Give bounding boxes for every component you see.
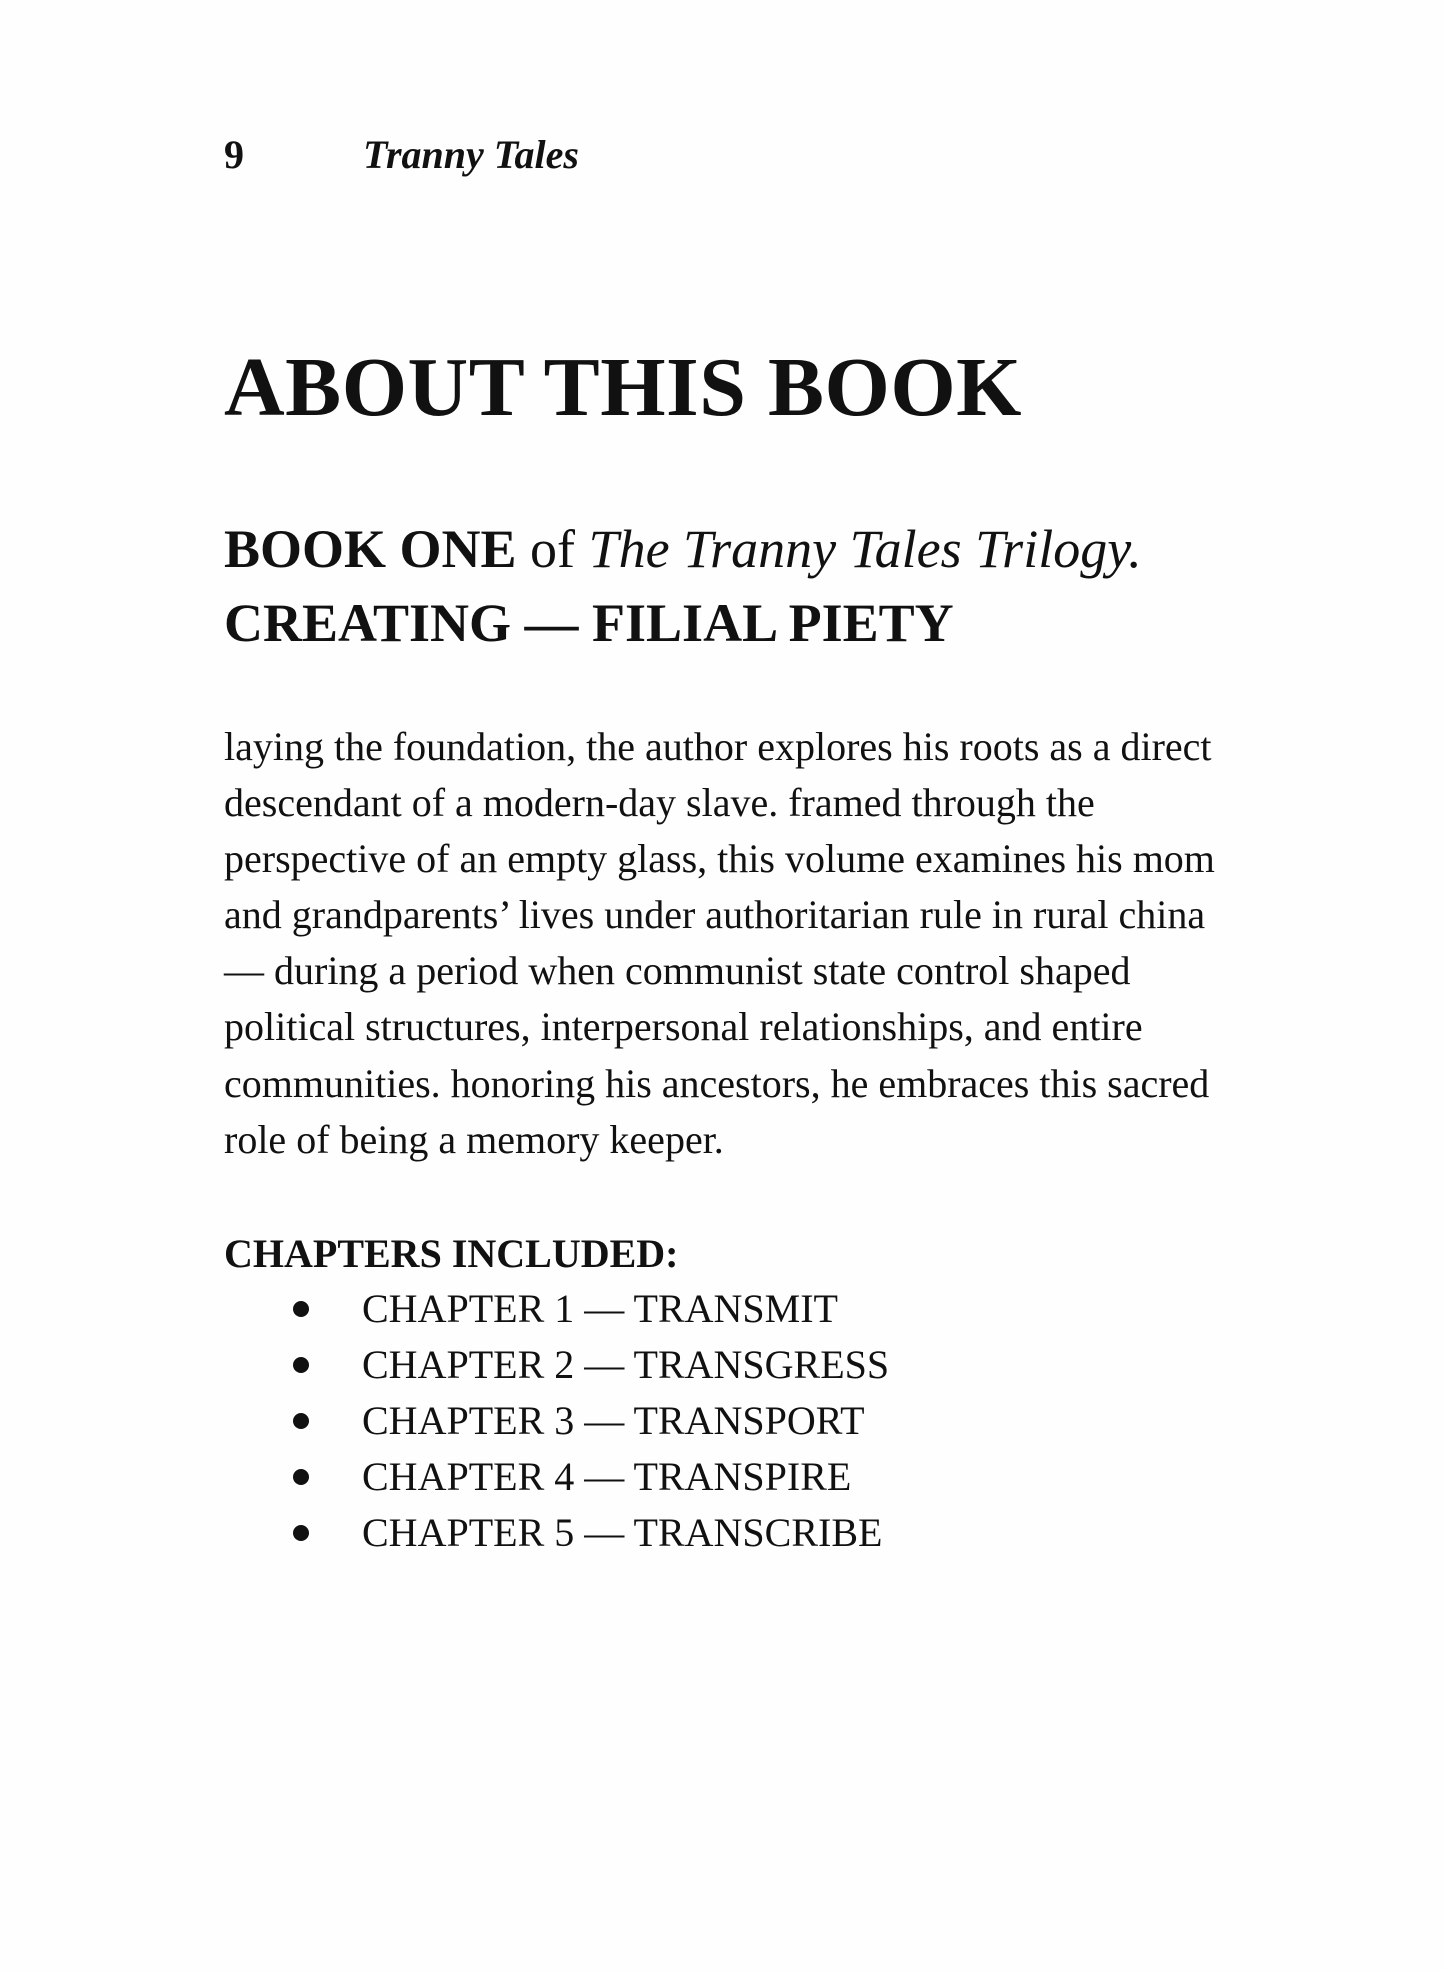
bullet-icon (293, 1469, 309, 1485)
bullet-icon (293, 1525, 309, 1541)
running-title: Tranny Tales (363, 132, 579, 177)
description-line: communities. honoring his ancestors, he embraces this sacred (224, 1060, 1210, 1106)
book-description (224, 719, 1284, 1168)
bullet-icon (293, 1357, 309, 1373)
book-subtitle: CREATING — FILIAL PIETY (224, 593, 954, 653)
page-number: 9 (224, 132, 244, 177)
description-line: laying the foundation, the author explores his roots as a direct (224, 724, 1212, 769)
chapters-heading: CHAPTERS INCLUDED: (224, 1231, 679, 1276)
description-line: perspective of an empty glass, this volume examines his mom (224, 836, 1215, 882)
description-line: political structures, interpersonal relationships, and entire (224, 1004, 1143, 1050)
book-label: BOOK ONE (224, 519, 517, 579)
bullet-icon (293, 1301, 309, 1317)
page-title: ABOUT THIS BOOK (224, 341, 1022, 434)
chapter-title: CHAPTER 2 — TRANSGRESS (362, 1342, 890, 1387)
description-line: role of being a memory keeper. (224, 1116, 724, 1162)
chapter-title: CHAPTER 3 — TRANSPORT (362, 1398, 865, 1443)
description-line: descendant of a modern-day slave. framed through the (224, 780, 1095, 826)
running-header (224, 130, 579, 180)
chapter-title: CHAPTER 1 — TRANSMIT (362, 1286, 838, 1331)
chapter-title: CHAPTER 5 — TRANSCRIBE (362, 1510, 883, 1555)
bullet-icon (293, 1413, 309, 1429)
trilogy-title: The Tranny Tales Trilogy. (588, 519, 1142, 579)
chapter-title: CHAPTER 4 — TRANSPIRE (362, 1454, 852, 1499)
book-of-word: of (530, 519, 576, 579)
description-line: — during a period when communist state control shaped (224, 948, 1131, 994)
description-line: and grandparents’ lives under authoritarian rule in rural china (224, 892, 1206, 938)
book-series-line (224, 512, 1142, 586)
